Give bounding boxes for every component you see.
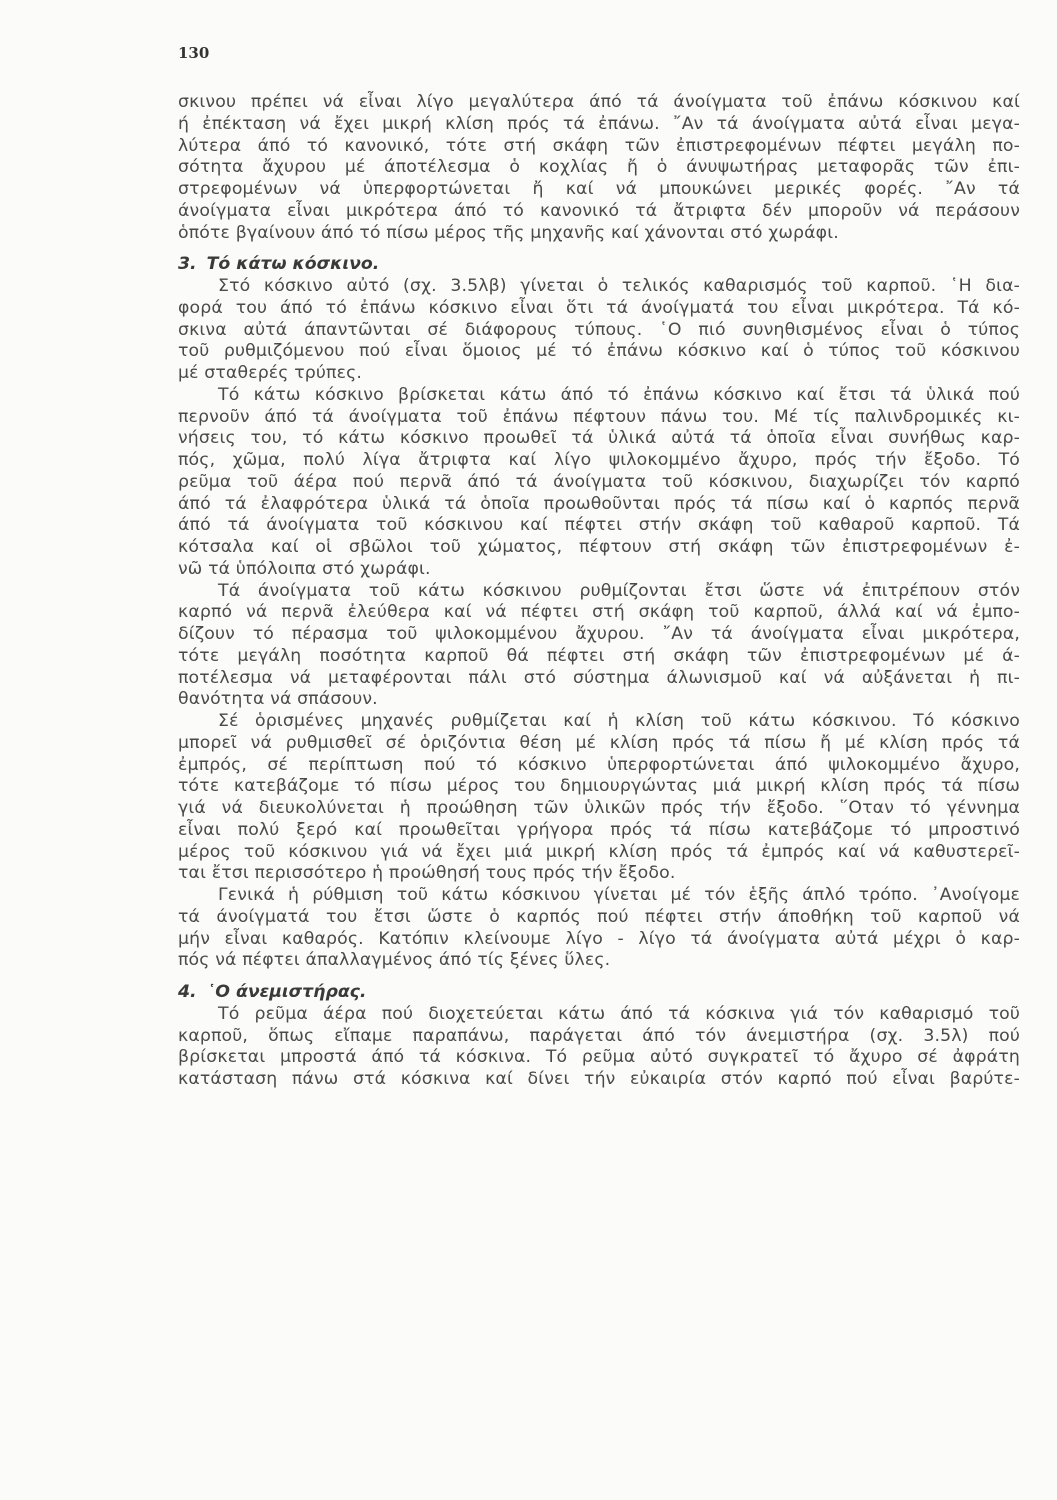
text-line: μέρος τοῦ κόσκινου γιά νά ἔχει μιά μικρή κλίση πρός τά ἐμπρός καί νά καθυστερεῖ- [178, 841, 1020, 862]
paragraph [178, 581, 1020, 712]
text-line: ή ἐπέκταση νά ἔχει μικρή κλίση πρός τά ἐπάνω. ῎Αν τά άνοίγματα αὐτά εἶναι μεγα- [178, 113, 1020, 134]
text-line: νῶ τά ὑπόλοιπα στό χωράφι. [178, 558, 431, 579]
section-number: 4. [178, 982, 197, 1002]
page-body [178, 92, 1020, 1091]
section-title: ῾Ο άνεμιστήρας. [206, 982, 367, 1002]
text-line: Τά άνοίγματα τοῦ κάτω κόσκινου ρυθμίζονται ἔτσι ὥστε νά ἐπιτρέπουν στόν [218, 580, 1020, 601]
text-line: νήσεις του, τό κάτω κόσκινο προωθεῖ τά ὑλικά αὐτά τά ὁποῖα εἶναι συνήθως καρ- [178, 428, 1020, 449]
text-line: Τό ρεῦμα άέρα πού διοχετεύεται κάτω άπό τά κόσκινα γιά τόν καθαρισμό τοῦ [218, 1003, 1020, 1024]
text-line: σκινα αὐτά άπαντῶνται σέ διάφορους τύπους. ῾Ο πιό συνηθισμένος εἶναι ὁ τύπος [178, 319, 1020, 340]
text-line: περνοῦν άπό τά άνοίγματα τοῦ ἐπάνω πέφτουν πάνω του. Μέ τίς παλινδρομικές κι- [178, 406, 1020, 427]
text-line: λύτερα άπό τό κανονικό, τότε στή σκάφη τῶν ἐπιστρεφομένων πέφτει μεγάλη πο- [178, 135, 1020, 156]
text-line: τότε μεγάλη ποσότητα καρποῦ θά πέφτει στή σκάφη τῶν ἐπιστρεφομένων μέ ά- [178, 645, 1020, 666]
text-line: κότσαλα καί οἱ σβῶλοι τοῦ χώματος, πέφτουν στή σκάφη τῶν ἐπιστρεφομένων ἐ- [178, 537, 1020, 557]
section-title: Τό κάτω κόσκινο. [206, 254, 380, 275]
paragraph [178, 711, 1020, 885]
text-line: Γενικά ἡ ρύθμιση τοῦ κάτω κόσκινου γίνεται μέ τόν ἑξῆς άπλό τρόπο. ᾿Ανοίγομε [218, 885, 1020, 905]
text-line: ἐμπρός, σέ περίπτωση πού τό κόσκινο ὑπερφορτώνεται άπό ψιλοκομμένο ἄχυρο, [178, 754, 1020, 775]
section-heading [178, 982, 1020, 1004]
text-line: κατάσταση πάνω στά κόσκινα καί δίνει τήν εὐκαιρία στόν καρπό πού εἶναι βαρύτε- [178, 1069, 1020, 1089]
text-line: γιά νά διευκολύνεται ἡ προώθηση τῶν ὑλικῶν πρός τήν ἔξοδο. ῞Οταν τό γέννημα [178, 798, 1020, 818]
text-line: σότητα ἄχυρου μέ άποτέλεσμα ὁ κοχλίας ἤ ὁ άνυψωτήρας μεταφορᾶς τῶν ἐπι- [178, 157, 1020, 178]
paragraph [178, 1004, 1020, 1091]
text-line: ται ἔτσι περισσότερο ἡ προώθησή τους πρός τήν ἔξοδο. [178, 863, 676, 884]
text-line: ποτέλεσμα νά μεταφέρονται πάλι στό σύστημα άλωνισμοῦ καί νά αὐξάνεται ἡ πι- [178, 667, 1020, 688]
text-line: σκινου πρέπει νά εἶναι λίγο μεγαλύτερα άπό τά άνοίγματα τοῦ ἐπάνω κόσκινου καί [178, 92, 1020, 112]
text-line: στρεφομένων νά ὑπερφορτώνεται ἤ καί νά μπουκώνει μερικές φορές. ῎Αν τά [178, 179, 1020, 199]
text-line: τοῦ ρυθμιζόμενου πού εἶναι ὅμοιος μέ τό ἐπάνω κόσκινο καί ὁ τύπος τοῦ κόσκινου [178, 341, 1020, 362]
text-line: άνοίγματα εἶναι μικρότερα άπό τό κανονικό τά ἄτριφτα δέν μποροῦν νά περάσουν [178, 200, 1020, 221]
paragraph [178, 385, 1020, 581]
text-line: Στό κόσκινο αὐτό (σχ. 3.5λβ) γίνεται ὁ τελικός καθαρισμός τοῦ καρποῦ. ῾Η δια- [218, 276, 1020, 296]
paragraph [178, 885, 1020, 972]
text-line: εἶναι πολύ ξερό καί προωθεῖται γρήγορα πρός τά πίσω κατεβάζομε τό μπροστινό [178, 819, 1020, 840]
section-number: 3. [178, 254, 197, 275]
text-line: μπορεῖ νά ρυθμισθεῖ σέ ὁριζόντια θέση μέ κλίση πρός τά πίσω ἤ μέ κλίση πρός τά [178, 732, 1020, 753]
paragraph [178, 92, 1020, 244]
text-line: Σέ ὁρισμένες μηχανές ρυθμίζεται καί ἡ κλίση τοῦ κάτω κόσκινου. Τό κόσκινο [218, 711, 1020, 731]
text-line: Τό κάτω κόσκινο βρίσκεται κάτω άπό τό ἐπάνω κόσκινο καί ἔτσι τά ὑλικά πού [218, 384, 1020, 405]
page-number: 130 [178, 44, 210, 62]
text-line: θανότητα νά σπάσουν. [178, 689, 378, 710]
text-line: πός, χῶμα, πολύ λίγα ἄτριφτα καί λίγο ψιλοκομμένο ἄχυρο, πρός τήν ἔξοδο. Τό [178, 450, 1020, 470]
text-line: μέ σταθερές τρύπες. [178, 363, 363, 383]
text-line: μήν εἶναι καθαρός. Κατόπιν κλείνουμε λίγο - λίγο τά άνοίγματα αὐτά μέχρι ὁ καρ- [178, 928, 1020, 949]
section-heading [178, 254, 1020, 276]
text-line: δίζουν τό πέρασμα τοῦ ψιλοκομμένου ἄχυρου. ῎Αν τά άνοίγματα εἶναι μικρότερα, [178, 624, 1020, 644]
text-line: ρεῦμα τοῦ άέρα πού περνᾶ άπό τά άνοίγματα τοῦ κόσκινου, διαχωρίζει τόν καρπό [178, 471, 1020, 492]
text-line: άπό τά ἐλαφρότερα ὑλικά τά ὁποῖα προωθοῦνται πρός τά πίσω καί ὁ καρπός περνᾶ [178, 493, 1020, 514]
paragraph [178, 276, 1020, 385]
text-line: καρποῦ, ὅπως εἴπαμε παραπάνω, παράγεται άπό τόν άνεμιστήρα (σχ. 3.5λ) πού [178, 1025, 1020, 1046]
text-line: τότε κατεβάζομε τό πίσω μέρος του δημιουργώντας μιά μικρή κλίση πρός τά πίσω [178, 776, 1020, 797]
text-line: άπό τά άνοίγματα τοῦ κόσκινου καί πέφτει στήν σκάφη τοῦ καθαροῦ καρποῦ. Τά [178, 515, 1020, 536]
text-line: τά άνοίγματά του ἔτσι ὥστε ὁ καρπός πού πέφτει στήν άποθήκη τοῦ καρποῦ νά [178, 906, 1020, 927]
text-line: καρπό νά περνᾶ ἐλεύθερα καί νά πέφτει στή σκάφη τοῦ καρποῦ, άλλά καί νά ἐμπο- [178, 602, 1020, 623]
text-line: ὁπότε βγαίνουν άπό τό πίσω μέρος τῆς μηχανῆς καί χάνονται στό χωράφι. [178, 222, 839, 243]
text-line: βρίσκεται μπροστά άπό τά κόσκινα. Τό ρεῦμα αὐτό συγκρατεῖ τό ἄχυρο σέ ἀφράτη [178, 1047, 1020, 1068]
text-line: φορά του άπό τό ἐπάνω κόσκινο εἶναι ὅτι τά άνοίγματά του εἶναι μικρότερα. Τά κό- [178, 297, 1020, 318]
text-line: πός νά πέφτει άπαλλαγμένος άπό τίς ξένες ὕλες. [178, 950, 611, 971]
